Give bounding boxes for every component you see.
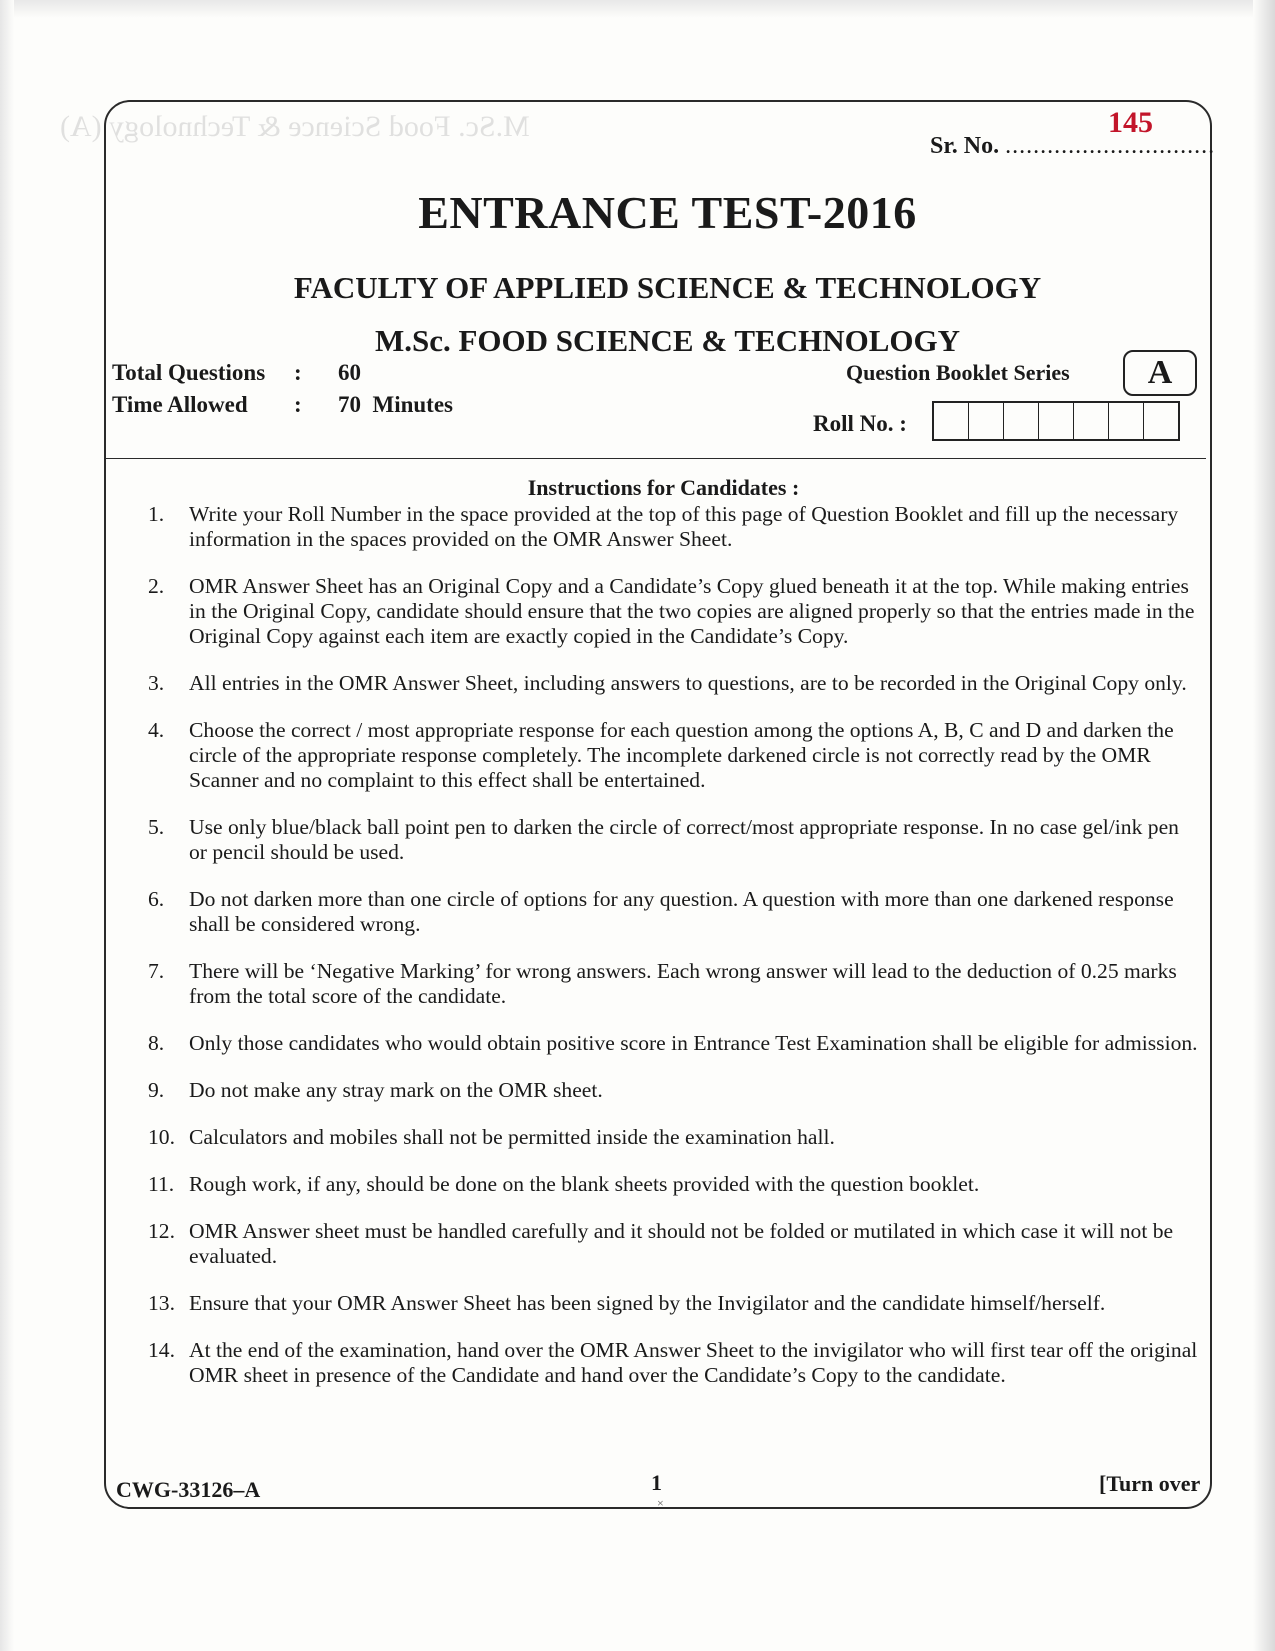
instruction-text: There will be ‘Negative Marking’ for wrong answers. Each wrong answer will lead to the deduction of 0.25 marks from the total score of the candidate. — [189, 959, 1177, 1008]
instruction-item — [148, 718, 1200, 793]
instruction-number: 3. — [148, 671, 165, 695]
instruction-text: Choose the correct / most appropriate response for each question among the options A, B, C and D and darken the circle of the appropriate response completely. The incomplete darkened circle is not correctly read by the OMR Scanner and no complaint to this effect shall be entertained. — [189, 718, 1174, 792]
instruction-number: 7. — [148, 959, 165, 983]
instruction-item — [148, 1172, 1200, 1197]
instruction-item — [148, 1291, 1200, 1316]
instruction-number: 9. — [148, 1078, 165, 1102]
instruction-text: Only those candidates who would obtain positive score in Entrance Test Examination shall be eligible for admission. — [189, 1031, 1198, 1055]
instructions-list — [148, 502, 1200, 1410]
instruction-number: 6. — [148, 887, 165, 911]
course-name: M.Sc. FOOD SCIENCE & TECHNOLOGY — [374, 323, 961, 358]
header-divider — [106, 458, 1206, 459]
instruction-item — [148, 1125, 1200, 1150]
roll-no-boxes[interactable] — [932, 401, 1180, 441]
instruction-item — [148, 1338, 1200, 1388]
instruction-item — [148, 502, 1200, 552]
instruction-item — [148, 1078, 1200, 1103]
turn-over-note: [Turn over — [1099, 1471, 1201, 1496]
instruction-text: Rough work, if any, should be done on the blank sheets provided with the question booklet. — [189, 1172, 980, 1196]
instruction-text: Write your Roll Number in the space provided at the top of this page of Question Booklet and fill up the necessary information in the spaces provided on the OMR Answer Sheet. — [189, 502, 1179, 551]
sr-no-field — [930, 133, 1215, 160]
instruction-number: 5. — [148, 815, 165, 839]
roll-digit-box[interactable] — [1109, 403, 1144, 439]
instruction-number: 2. — [148, 574, 165, 598]
instruction-item — [148, 1219, 1200, 1269]
instruction-item — [148, 815, 1200, 865]
sr-no-label: Sr. No. — [930, 133, 1000, 159]
roll-digit-box[interactable] — [1004, 403, 1039, 439]
booklet-series-badge: A — [1123, 350, 1197, 396]
instruction-number: 4. — [148, 718, 165, 742]
roll-digit-box[interactable] — [934, 403, 969, 439]
instruction-text: Use only blue/black ball point pen to darken the circle of correct/most appropriate response. In no case gel/ink pen or pencil should be used. — [189, 815, 1179, 864]
roll-digit-box[interactable] — [969, 403, 1004, 439]
instruction-number: 10. — [148, 1125, 175, 1149]
page-title: ENTRANCE TEST-2016 — [418, 187, 917, 238]
roll-digit-box[interactable] — [1074, 403, 1109, 439]
instruction-text: Ensure that your OMR Answer Sheet has been signed by the Invigilator and the candidate himself/herself. — [189, 1291, 1106, 1315]
instruction-text: Calculators and mobiles shall not be permitted inside the examination hall. — [189, 1125, 835, 1149]
roll-no-label: Roll No. : — [813, 411, 907, 436]
serial-number: 145 — [1108, 106, 1153, 139]
instruction-number: 13. — [148, 1291, 175, 1315]
faculty-name: FACULTY OF APPLIED SCIENCE & TECHNOLOGY — [293, 270, 1042, 305]
instruction-text: All entries in the OMR Answer Sheet, including answers to questions, are to be recorded in the Original Copy only. — [189, 671, 1187, 695]
page-mark: × — [657, 1496, 664, 1510]
page-number: 1 — [651, 1470, 662, 1495]
instruction-number: 11. — [148, 1172, 175, 1196]
roll-digit-box[interactable] — [1039, 403, 1074, 439]
instruction-number: 8. — [148, 1031, 165, 1055]
time-allowed-colon: : — [294, 392, 302, 417]
scan-edge-right — [1253, 0, 1275, 1651]
time-allowed-label: Time Allowed — [112, 392, 248, 417]
instruction-text: OMR Answer sheet must be handled carefully and it should not be folded or mutilated in which case it will not be evaluated. — [189, 1219, 1174, 1268]
instruction-item — [148, 959, 1200, 1009]
instruction-item — [148, 671, 1200, 696]
instruction-item — [148, 887, 1200, 937]
instruction-text: Do not darken more than one circle of options for any question. A question with more than one darkened response shall be considered wrong. — [189, 887, 1174, 936]
instruction-item — [148, 1031, 1200, 1056]
total-questions-label: Total Questions — [112, 360, 266, 385]
instruction-number: 1. — [148, 502, 165, 526]
sr-no-dots: .............................. — [1005, 133, 1216, 159]
instruction-number: 14. — [148, 1338, 175, 1362]
time-allowed-value: 70 Minutes — [338, 392, 453, 417]
booklet-series-label: Question Booklet Series — [846, 360, 1070, 385]
instruction-text: OMR Answer Sheet has an Original Copy and a Candidate’s Copy glued beneath it at the top. While making entries in the Original Copy, candidate should ensure that the two copies are aligned properly so that the entries made in the Original Copy against each item are exactly copied in the Candidate’s Copy. — [189, 574, 1195, 648]
instruction-text: Do not make any stray mark on the OMR sheet. — [189, 1078, 603, 1102]
instructions-heading: Instructions for Candidates : — [527, 475, 800, 500]
booklet-code: CWG-33126–A — [116, 1477, 261, 1502]
roll-digit-box[interactable] — [1144, 403, 1178, 439]
total-questions-value: 60 — [338, 360, 361, 385]
scan-edge-left — [0, 0, 14, 1651]
instruction-item — [148, 574, 1200, 649]
scan-edge-top — [0, 0, 1275, 18]
total-questions-colon: : — [294, 360, 302, 385]
bleed-through-header: M.Sc. Food Science & Technology (A) — [60, 110, 530, 143]
instruction-text: At the end of the examination, hand over the OMR Answer Sheet to the invigilator who will first tear off the original OMR sheet in presence of the Candidate and hand over the Candidate’s Copy to the candidate. — [189, 1338, 1198, 1387]
instruction-number: 12. — [148, 1219, 175, 1243]
